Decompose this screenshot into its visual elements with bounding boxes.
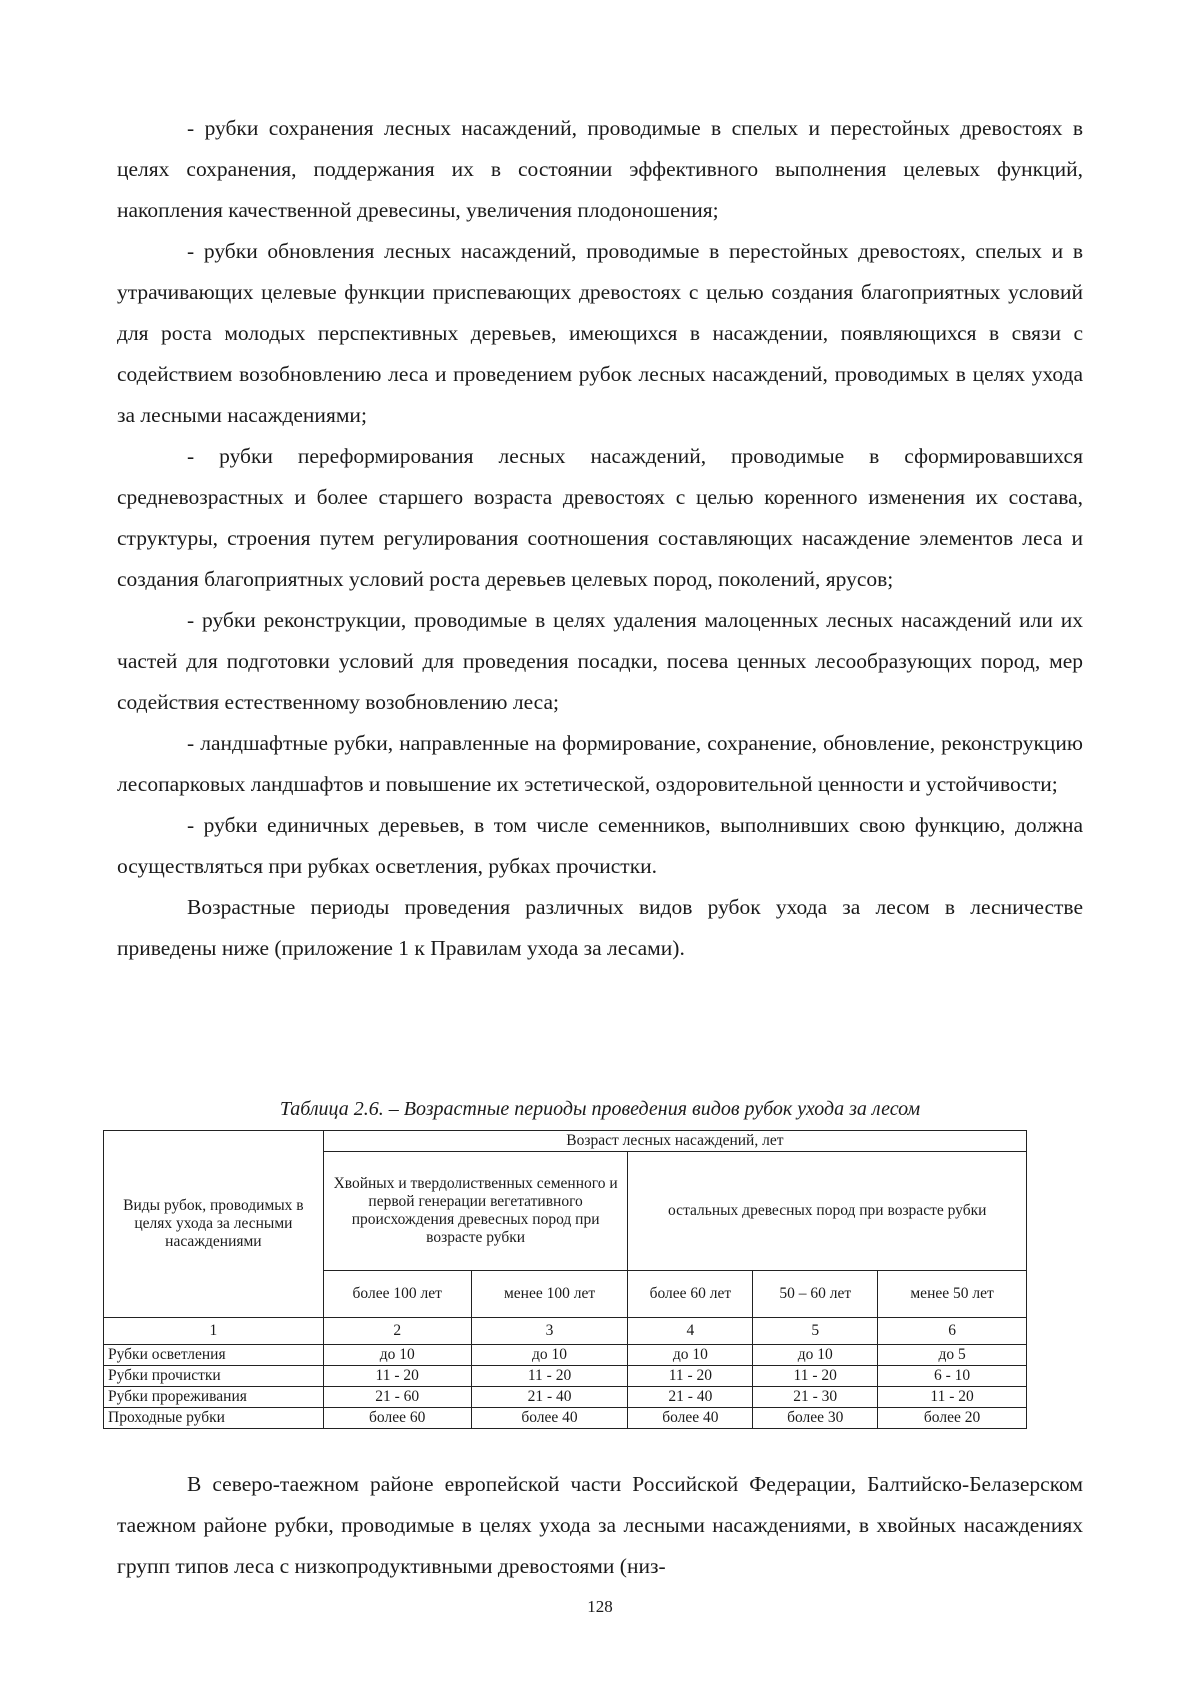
- table-cell: 21 - 30: [753, 1387, 878, 1408]
- table-cell: 21 - 40: [628, 1387, 753, 1408]
- table-cell: до 10: [628, 1345, 753, 1366]
- age-periods-table: [103, 1130, 1027, 1429]
- row-label: Проходные рубки: [104, 1408, 324, 1429]
- table-cell: более 40: [628, 1408, 753, 1429]
- group-header-cell: Возраст лесных насаждений, лет: [323, 1131, 1026, 1152]
- paragraph-vozrastnye-periody: Возрастные периоды проведения различных видов рубок ухода за лесом в лесничестве приведены ниже (приложение 1 к Правилам ухода за лесами).: [117, 895, 1083, 960]
- column-number-row: [104, 1318, 1027, 1345]
- table-cell: более 40: [471, 1408, 628, 1429]
- age-column-header: более 60 лет: [628, 1271, 753, 1318]
- body-text: [117, 108, 1083, 969]
- table-row: [104, 1345, 1027, 1366]
- subgroup-header-conifers: Хвойных и твердолиственных семенного и первой генерации вегетативного происхождения древесных пород при возрасте рубки: [323, 1152, 628, 1271]
- subgroup-header-other: остальных древесных пород при возрасте рубки: [628, 1152, 1027, 1271]
- column-number: 3: [471, 1318, 628, 1345]
- row-label: Рубки осветления: [104, 1345, 324, 1366]
- table-cell: 11 - 20: [878, 1387, 1027, 1408]
- paragraph-landshaftnye-rubki: - ландшафтные рубки, направленные на формирование, сохранение, обновление, реконструкцию лесопарковых ландшафтов и повышение их эстетической, оздоровительной ценности и устойчивости;: [117, 731, 1083, 796]
- page-number: 128: [587, 1597, 613, 1616]
- table-cell: до 10: [471, 1345, 628, 1366]
- table-cell: более 30: [753, 1408, 878, 1429]
- table-cell: до 10: [323, 1345, 471, 1366]
- table-cell: до 10: [753, 1345, 878, 1366]
- row-header-cell: Виды рубок, проводимых в целях ухода за лесными насаждениями: [104, 1131, 324, 1318]
- column-number: 6: [878, 1318, 1027, 1345]
- paragraph-rubki-sohraneniya: - рубки сохранения лесных насаждений, проводимые в спелых и перестойных древостоях в целях сохранения, поддержания их в состоянии эффективного выполнения целевых функций, накопления качественной древесины, увеличения плодоношения;: [117, 116, 1083, 222]
- row-label: Рубки прореживания: [104, 1387, 324, 1408]
- paragraph-rubki-obnovleniya: - рубки обновления лесных насаждений, проводимые в перестойных древостоях, спелых и в утрачивающих целевые функции приспевающих древостоях с целью создания благоприятных условий для роста молодых перспективных деревьев, имеющихся в насаждении, появляющихся в связи с содействием возобновлению леса и проведением рубок лесных насаждений, проводимых в целях ухода за лесными насаждениями;: [117, 239, 1083, 427]
- age-column-header: 50 – 60 лет: [753, 1271, 878, 1318]
- table-row: [104, 1366, 1027, 1387]
- table-cell: 11 - 20: [628, 1366, 753, 1387]
- age-column-header: более 100 лет: [323, 1271, 471, 1318]
- column-number: 4: [628, 1318, 753, 1345]
- age-column-header: менее 50 лет: [878, 1271, 1027, 1318]
- table-cell: 6 - 10: [878, 1366, 1027, 1387]
- table-row: [104, 1408, 1027, 1429]
- column-number: 2: [323, 1318, 471, 1345]
- table-cell: 11 - 20: [471, 1366, 628, 1387]
- table-cell: 21 - 40: [471, 1387, 628, 1408]
- column-number: 1: [104, 1318, 324, 1345]
- bottom-text: [117, 1464, 1083, 1587]
- paragraph-rubki-edinichnyh: - рубки единичных деревьев, в том числе семенников, выполнивших свою функцию, должна осуществляться при рубках осветления, рубках прочистки.: [117, 813, 1083, 878]
- column-number: 5: [753, 1318, 878, 1345]
- table-cell: 11 - 20: [753, 1366, 878, 1387]
- paragraph-rubki-pereformirovaniya: - рубки переформирования лесных насаждений, проводимые в сформировавшихся средневозрастных и более старшего возраста древостоях с целью коренного изменения их состава, структуры, строения путем регулирования соотношения составляющих насаждение элементов леса и создания благоприятных условий роста деревьев целевых пород, поколений, ярусов;: [117, 444, 1083, 591]
- paragraph-severo-taezhnyi: В северо-таежном районе европейской части Российской Федерации, Балтийско-Белазерском таежном районе рубки, проводимые в целях ухода за лесными насаждениями, в хвойных насаждениях групп типов леса с низкопродуктивными древостоями (низ-: [117, 1472, 1083, 1578]
- paragraph-rubki-rekonstrukcii: - рубки реконструкции, проводимые в целях удаления малоценных лесных насаждений или их частей для подготовки условий для проведения посадки, посева ценных лесообразующих пород, мер содействия естественному возобновлению леса;: [117, 608, 1083, 714]
- row-label: Рубки прочистки: [104, 1366, 324, 1387]
- table-cell: до 5: [878, 1345, 1027, 1366]
- table-caption: Таблица 2.6. – Возрастные периоды проведения видов рубок ухода за лесом: [279, 1098, 921, 1120]
- table-cell: более 60: [323, 1408, 471, 1429]
- table-cell: 21 - 60: [323, 1387, 471, 1408]
- table-cell: более 20: [878, 1408, 1027, 1429]
- table-row: [104, 1387, 1027, 1408]
- table-cell: 11 - 20: [323, 1366, 471, 1387]
- age-column-header: менее 100 лет: [471, 1271, 628, 1318]
